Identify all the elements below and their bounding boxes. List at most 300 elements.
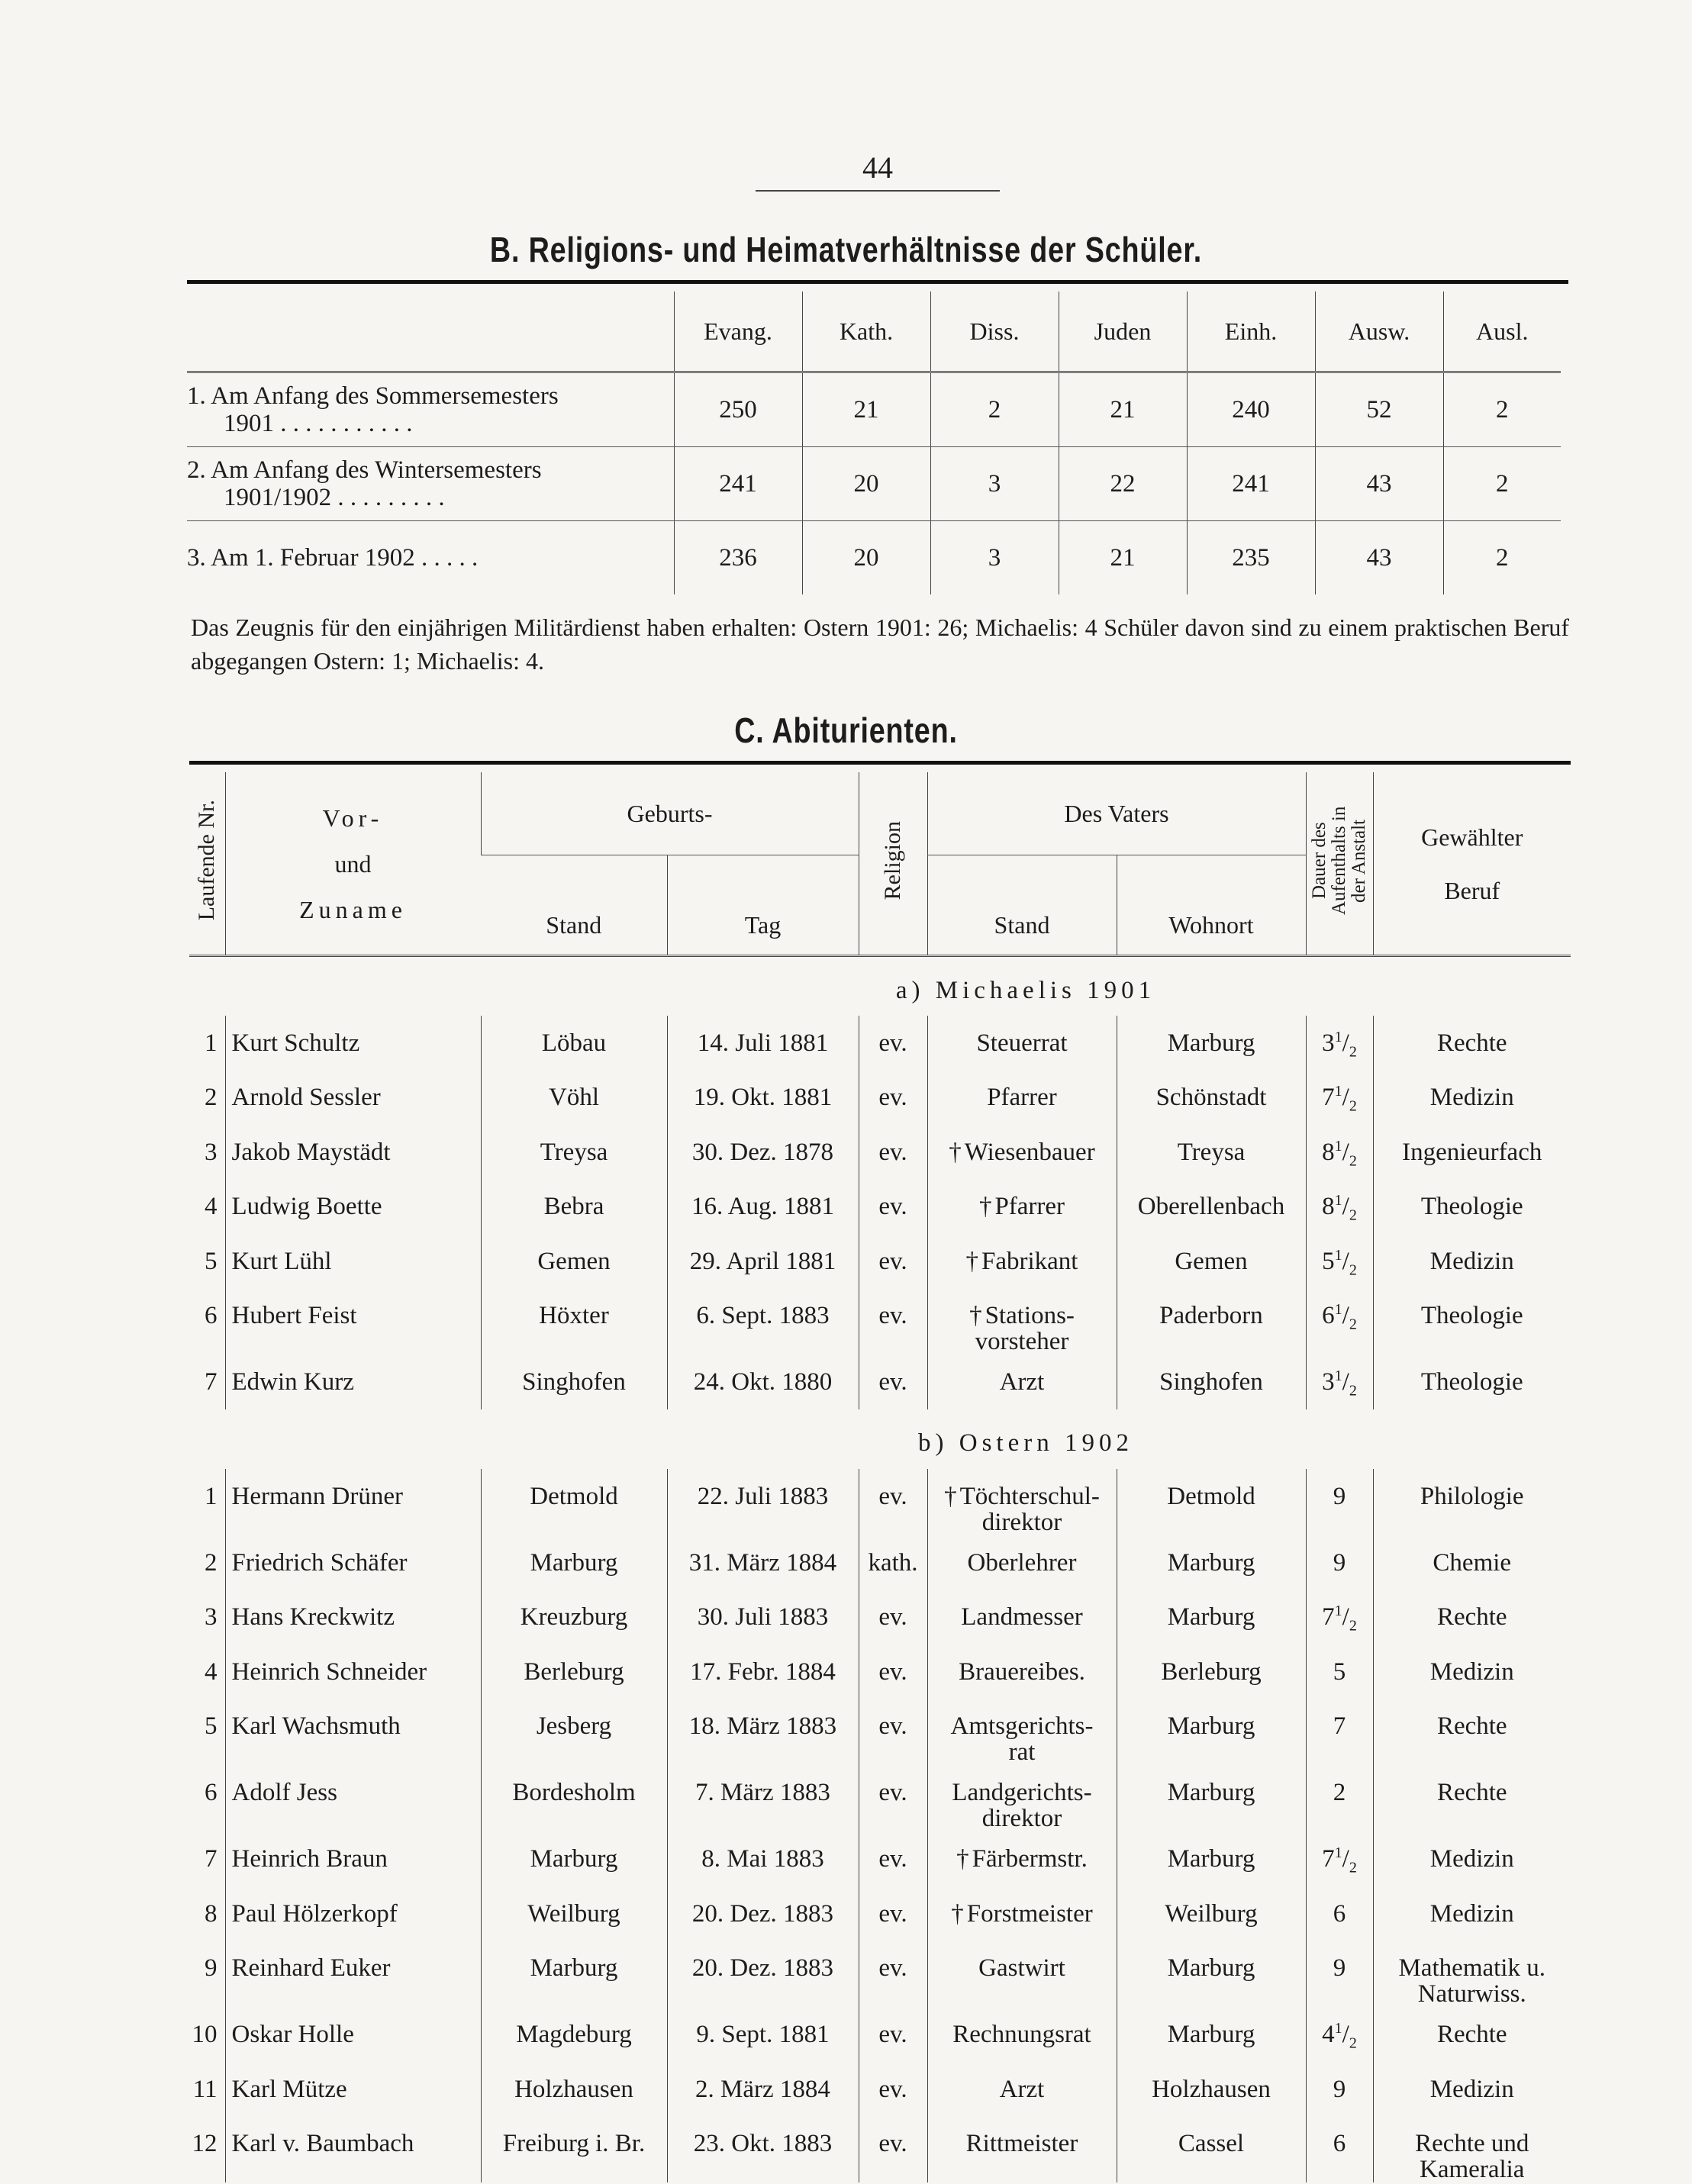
career: Medizin (1429, 1845, 1514, 1873)
birth-date: 6. Sept. 1883 (667, 1288, 859, 1355)
header-wohnort: Wohnort (1117, 855, 1306, 956)
career: Theologie (1420, 1302, 1523, 1329)
chosen-career (1373, 1941, 1571, 2007)
birth-date: 31. März 1884 (667, 1535, 859, 1590)
table-row (189, 1699, 1571, 1765)
father-stand (927, 1699, 1117, 1765)
father-stand (927, 2007, 1117, 2062)
table-row (189, 1644, 1571, 1699)
cell: 2 (930, 372, 1059, 447)
stay-duration (1306, 1469, 1373, 1535)
row-number: 6 (205, 1302, 218, 1329)
header-vater-stand: Stand (927, 855, 1117, 956)
student-name: Karl Mütze (225, 2062, 481, 2117)
stay-whole: 8 (1322, 1138, 1335, 1166)
stay-frac-num: 1 (1334, 1083, 1342, 1100)
section-b-top-rule (187, 280, 1568, 284)
cell: 236 (674, 521, 802, 595)
cell: 22 (1059, 447, 1187, 521)
row-number: 11 (192, 2075, 218, 2103)
stay-whole: 5 (1322, 1247, 1335, 1275)
birth-date: 30. Dez. 1878 (667, 1125, 859, 1180)
group-heading-row (189, 1409, 1571, 1469)
cell: 3 (930, 521, 1059, 595)
father-occupation: Forstmeister (966, 1899, 1093, 1928)
father-occupation: Arzt (999, 2075, 1045, 2103)
father-occupation: Rechnungsrat (952, 2021, 1091, 2048)
stay-whole: 9 (1333, 1482, 1346, 1510)
birth-date: 24. Okt. 1880 (667, 1355, 859, 1409)
stay-duration (1306, 2116, 1373, 2182)
student-name: Reinhard Euker (225, 1941, 481, 2007)
father-residence: Berleburg (1117, 1644, 1306, 1699)
stay-whole: 6 (1333, 1899, 1346, 1928)
student-name: Friedrich Schäfer (225, 1535, 481, 1590)
cell: 2 (1443, 521, 1561, 595)
religion: ev. (859, 1355, 927, 1409)
religion-table (187, 292, 1561, 594)
father-stand (927, 1355, 1117, 1409)
religion: ev. (859, 1070, 927, 1125)
birth-place: Marburg (481, 1535, 667, 1590)
header-geburts: Geburts- (481, 772, 859, 855)
cell: 240 (1187, 372, 1315, 447)
father-residence: Paderborn (1117, 1288, 1306, 1355)
religion: ev. (859, 1644, 927, 1699)
stay-duration: $4^1/_2$ (1306, 2007, 1373, 2062)
birth-place: Weilburg (481, 1886, 667, 1941)
father-stand (927, 1765, 1117, 1831)
stay-whole: 4 (1322, 2021, 1335, 2048)
father-occupation: Pfarrer (994, 1193, 1065, 1220)
table-row (189, 1535, 1571, 1590)
deceased-dagger: † (944, 1482, 957, 1510)
chosen-career (1373, 1234, 1571, 1289)
father-occupation: Arzt (999, 1368, 1045, 1396)
father-occupation: Rittmeister (965, 2130, 1078, 2157)
religion: ev. (859, 1941, 927, 2007)
cell: 43 (1315, 521, 1443, 595)
birth-date: 19. Okt. 1881 (667, 1070, 859, 1125)
father-residence: Gemen (1117, 1234, 1306, 1289)
row-label: 3. Am 1. Februar 1902 . . . . . (187, 544, 479, 572)
stay-whole: 8 (1322, 1193, 1335, 1220)
header-dauer: Dauer des Aufenthalts in der Anstalt (1306, 772, 1373, 956)
group-gap (225, 1409, 481, 1469)
table-row (189, 1179, 1571, 1234)
row-number: 7 (205, 1368, 218, 1396)
stay-frac-den: 2 (1349, 1316, 1357, 1333)
stay-frac-den: 2 (1349, 1617, 1357, 1635)
birth-place: Singhofen (481, 1355, 667, 1409)
birth-date: 22. Juli 1883 (667, 1469, 859, 1535)
table-row (189, 2007, 1571, 2062)
table-row (189, 1765, 1571, 1831)
birth-place: Marburg (481, 1941, 667, 2007)
row-number: 6 (205, 1779, 218, 1806)
father-stand (927, 1590, 1117, 1644)
religion: ev. (859, 1469, 927, 1535)
father-residence: Treysa (1117, 1125, 1306, 1180)
father-residence: Singhofen (1117, 1355, 1306, 1409)
header-stand: Stand (481, 855, 667, 956)
row-number: 12 (192, 2130, 218, 2157)
student-name: Adolf Jess (225, 1765, 481, 1831)
abiturienten-header-row-1 (189, 772, 1571, 855)
table-row (189, 1469, 1571, 1535)
chosen-career (1373, 1831, 1571, 1886)
father-residence: Marburg (1117, 1941, 1306, 2007)
group-heading: a) Michaelis 1901 (895, 977, 1156, 1004)
stay-whole: 9 (1333, 2075, 1346, 2103)
header-blank (187, 292, 674, 372)
father-stand (927, 1070, 1117, 1125)
father-residence: Marburg (1117, 1765, 1306, 1831)
father-stand (927, 1469, 1117, 1535)
table-row (187, 521, 1561, 595)
stay-whole: 7 (1322, 1084, 1335, 1111)
father-stand (927, 1179, 1117, 1234)
deceased-dagger: † (956, 1845, 969, 1873)
row-label: 2. Am Anfang des Wintersemesters 1901/1902 . . . . . . . . . (187, 447, 674, 521)
birth-date: 8. Mai 1883 (667, 1831, 859, 1886)
stay-duration: $6^1/_2$ (1306, 1288, 1373, 1355)
father-occupation: Steuerrat (976, 1029, 1068, 1057)
father-occupation: Landgerichts- (952, 1779, 1092, 1806)
birth-date: 20. Dez. 1883 (667, 1941, 859, 2007)
student-name: Karl Wachsmuth (225, 1699, 481, 1765)
religion: ev. (859, 1590, 927, 1644)
stay-duration (1306, 1535, 1373, 1590)
stay-frac-den: 2 (1349, 1382, 1357, 1400)
religion: ev. (859, 1288, 927, 1355)
birth-date: 20. Dez. 1883 (667, 1886, 859, 1941)
stay-frac-den: 2 (1349, 1859, 1357, 1876)
birth-date: 14. Juli 1881 (667, 1016, 859, 1071)
cell: 21 (802, 372, 930, 447)
col-diss: Diss. (930, 292, 1059, 372)
row-number: 8 (205, 1899, 218, 1928)
cell: 241 (674, 447, 802, 521)
stay-whole: 2 (1333, 1779, 1346, 1806)
career: Medizin (1429, 1657, 1514, 1686)
birth-date: 29. April 1881 (667, 1234, 859, 1289)
chosen-career (1373, 1765, 1571, 1831)
career: Rechte (1436, 1779, 1507, 1806)
father-occupation: Gastwirt (978, 1954, 1065, 1982)
religion: ev. (859, 2062, 927, 2117)
cell: 250 (674, 372, 802, 447)
group-gap (225, 956, 481, 1016)
cell: 2 (1443, 372, 1561, 447)
father-residence: Marburg (1117, 1831, 1306, 1886)
table-row (189, 2116, 1571, 2182)
cell: 52 (1315, 372, 1443, 447)
stay-frac-den: 2 (1349, 1206, 1357, 1224)
father-stand (927, 1016, 1117, 1071)
header-religion: Religion (859, 772, 927, 956)
deceased-dagger: † (969, 1302, 982, 1329)
student-name: Oskar Holle (225, 2007, 481, 2062)
father-occupation: Stations- (985, 1302, 1075, 1329)
section-b-title: B. Religions- und Heimatverhältnisse der Schüler. (489, 230, 1203, 269)
student-name: Hermann Drüner (225, 1469, 481, 1535)
student-name: Kurt Schultz (225, 1016, 481, 1071)
group-heading-row (189, 956, 1571, 1016)
birth-date: 17. Febr. 1884 (667, 1644, 859, 1699)
stay-whole: 6 (1333, 2130, 1346, 2157)
birth-place: Freiburg i. Br. (481, 2116, 667, 2182)
career: Medizin (1429, 1247, 1514, 1275)
father-residence: Cassel (1117, 2116, 1306, 2182)
row-number: 4 (205, 1657, 218, 1686)
stay-frac-den: 2 (1349, 1097, 1357, 1115)
stay-frac-num: 1 (1334, 1301, 1342, 1318)
father-occupation-cont: rat (1008, 1738, 1036, 1766)
father-occupation: Färbermstr. (972, 1845, 1088, 1873)
cell: 3 (930, 447, 1059, 521)
table-row (189, 1831, 1571, 1886)
father-stand (927, 1288, 1117, 1355)
father-occupation: Landmesser (961, 1603, 1083, 1631)
row-number: 2 (205, 1548, 218, 1577)
birth-place: Bordesholm (481, 1765, 667, 1831)
chosen-career (1373, 1016, 1571, 1071)
religion: ev. (859, 1765, 927, 1831)
row-number: 4 (205, 1193, 218, 1220)
father-occupation: Brauereibes. (959, 1657, 1085, 1686)
chosen-career (1373, 1125, 1571, 1180)
father-residence: Marburg (1117, 1535, 1306, 1590)
cell: 235 (1187, 521, 1315, 595)
chosen-career (1373, 2116, 1571, 2182)
military-certificate-note: Das Zeugnis für den einjährigen Militärdienst haben erhalten: Ostern 1901: 26; Michaelis: 4 Schüler davon sind zu einem praktischen Beruf abgegangen Ostern: 1; Michaelis: 4. (191, 614, 1569, 675)
birth-date: 18. März 1883 (667, 1699, 859, 1765)
deceased-dagger: † (951, 1899, 964, 1928)
chosen-career (1373, 1644, 1571, 1699)
chosen-career (1373, 2007, 1571, 2062)
student-name: Kurt Lühl (225, 1234, 481, 1289)
stay-duration: $8^1/_2$ (1306, 1179, 1373, 1234)
row-number: 7 (205, 1845, 218, 1873)
stay-frac-den: 2 (1349, 1152, 1357, 1170)
religion: ev. (859, 1831, 927, 1886)
stay-frac-den: 2 (1349, 2034, 1357, 2052)
father-occupation: Pfarrer (987, 1084, 1057, 1111)
career: Rechte (1436, 1712, 1507, 1740)
father-residence: Marburg (1117, 1699, 1306, 1765)
birth-place: Magdeburg (481, 2007, 667, 2062)
birth-place: Gemen (481, 1234, 667, 1289)
group-gap (189, 1409, 225, 1469)
student-name: Jakob Maystädt (225, 1125, 481, 1180)
cell: 21 (1059, 521, 1187, 595)
stay-frac-num: 1 (1334, 1603, 1342, 1619)
birth-place: Holzhausen (481, 2062, 667, 2117)
career: Medizin (1429, 1899, 1514, 1928)
religion: ev. (859, 2007, 927, 2062)
birth-date: 16. Aug. 1881 (667, 1179, 859, 1234)
table-row (189, 1288, 1571, 1355)
table-row (189, 1941, 1571, 2007)
col-ausw: Ausw. (1315, 292, 1443, 372)
chosen-career (1373, 1288, 1571, 1355)
chosen-career (1373, 2062, 1571, 2117)
career: Philologie (1420, 1482, 1524, 1510)
stay-duration: $5^1/_2$ (1306, 1234, 1373, 1289)
father-occupation: Fabrikant (981, 1247, 1078, 1275)
row-number: 3 (205, 1603, 218, 1631)
father-occupation-cont: vorsteher (975, 1328, 1069, 1355)
table-row (187, 372, 1561, 447)
career-cont: Kameralia (1420, 2156, 1525, 2183)
birth-date: 2. März 1884 (667, 2062, 859, 2117)
chosen-career (1373, 1469, 1571, 1535)
deceased-dagger: † (949, 1138, 962, 1166)
table-row (189, 1234, 1571, 1289)
header-vaters: Des Vaters (927, 772, 1306, 855)
header-beruf: Gewählter Beruf (1373, 772, 1571, 956)
religion: ev. (859, 1699, 927, 1765)
student-name: Ludwig Boette (225, 1179, 481, 1234)
father-stand (927, 1644, 1117, 1699)
career: Rechte (1436, 1029, 1507, 1057)
row-number: 1 (205, 1482, 218, 1510)
page-number-rule (756, 190, 1000, 192)
career-cont: Naturwiss. (1417, 1980, 1526, 2008)
stay-duration: $3^1/_2$ (1306, 1016, 1373, 1071)
stay-duration (1306, 1699, 1373, 1765)
career: Mathematik u. (1398, 1954, 1545, 1982)
table-row (189, 2062, 1571, 2117)
father-stand (927, 1535, 1117, 1590)
birth-place: Treysa (481, 1125, 667, 1180)
student-name: Heinrich Schneider (225, 1644, 481, 1699)
religion: ev. (859, 1886, 927, 1941)
row-number: 2 (205, 1084, 218, 1111)
header-nr: Laufende Nr. (189, 772, 225, 956)
stay-duration: $7^1/_2$ (1306, 1070, 1373, 1125)
father-residence: Detmold (1117, 1469, 1306, 1535)
table-row (189, 1016, 1571, 1071)
table-row (189, 1125, 1571, 1180)
chosen-career (1373, 1590, 1571, 1644)
birth-place: Detmold (481, 1469, 667, 1535)
stay-whole: 5 (1333, 1657, 1346, 1686)
chosen-career (1373, 1355, 1571, 1409)
col-evang: Evang. (674, 292, 802, 372)
stay-duration (1306, 2062, 1373, 2117)
birth-place: Kreuzburg (481, 1590, 667, 1644)
row-number: 1 (205, 1029, 218, 1057)
father-residence: Marburg (1117, 1016, 1306, 1071)
father-stand (927, 1831, 1117, 1886)
stay-whole: 9 (1333, 1548, 1346, 1577)
cell: 241 (1187, 447, 1315, 521)
career: Ingenieurfach (1402, 1138, 1542, 1166)
stay-frac-num: 1 (1334, 1137, 1342, 1155)
father-residence: Holzhausen (1117, 2062, 1306, 2117)
row-label: 1. Am Anfang des Sommersemesters 1901 . . . . . . . . . . . (187, 372, 674, 447)
stay-duration (1306, 1941, 1373, 2007)
chosen-career (1373, 1886, 1571, 1941)
father-occupation: Töchterschul- (959, 1482, 1100, 1510)
father-occupation-cont: direktor (981, 1805, 1062, 1832)
religion: ev. (859, 1125, 927, 1180)
col-ausl: Ausl. (1443, 292, 1561, 372)
father-stand (927, 1234, 1117, 1289)
career: Theologie (1420, 1368, 1523, 1396)
father-residence: Weilburg (1117, 1886, 1306, 1941)
career: Rechte und (1415, 2130, 1529, 2157)
stay-duration: $7^1/_2$ (1306, 1590, 1373, 1644)
father-stand (927, 2062, 1117, 2117)
student-name: Hubert Feist (225, 1288, 481, 1355)
stay-whole: 7 (1322, 1603, 1335, 1631)
stay-duration (1306, 1886, 1373, 1941)
stay-whole: 7 (1333, 1712, 1346, 1740)
cell: 20 (802, 521, 930, 595)
stay-duration (1306, 1765, 1373, 1831)
father-stand (927, 1941, 1117, 2007)
stay-duration: $3^1/_2$ (1306, 1355, 1373, 1409)
father-stand (927, 1886, 1117, 1941)
cell: 43 (1315, 447, 1443, 521)
birth-date: 7. März 1883 (667, 1765, 859, 1831)
career: Rechte (1436, 2021, 1507, 2048)
student-name: Hans Kreckwitz (225, 1590, 481, 1644)
birth-place: Löbau (481, 1016, 667, 1071)
stay-whole: 3 (1322, 1029, 1335, 1057)
career: Rechte (1436, 1603, 1507, 1631)
stay-whole: 9 (1333, 1954, 1346, 1982)
stay-frac-den: 2 (1349, 1261, 1357, 1279)
birth-place: Bebra (481, 1179, 667, 1234)
stay-frac-num: 1 (1334, 1367, 1342, 1384)
birth-place: Berleburg (481, 1644, 667, 1699)
cell: 2 (1443, 447, 1561, 521)
father-occupation: Oberlehrer (967, 1548, 1077, 1577)
stay-duration (1306, 1644, 1373, 1699)
deceased-dagger: † (978, 1193, 992, 1220)
religion: ev. (859, 1016, 927, 1071)
birth-date: 23. Okt. 1883 (667, 2116, 859, 2182)
chosen-career (1373, 1535, 1571, 1590)
birth-date: 30. Juli 1883 (667, 1590, 859, 1644)
stay-frac-num: 1 (1334, 1192, 1342, 1209)
father-occupation: Amtsgerichts- (950, 1712, 1094, 1740)
row-number: 10 (192, 2021, 218, 2048)
header-name: Vor- und Zuname (225, 772, 481, 956)
stay-frac-den: 2 (1349, 1043, 1357, 1061)
father-stand (927, 1125, 1117, 1180)
table-row (189, 1355, 1571, 1409)
cell: 20 (802, 447, 930, 521)
table-row (189, 1590, 1571, 1644)
career: Medizin (1429, 2075, 1514, 2103)
father-residence: Marburg (1117, 1590, 1306, 1644)
religion: ev. (859, 1234, 927, 1289)
deceased-dagger: † (965, 1247, 978, 1275)
chosen-career (1373, 1699, 1571, 1765)
abiturienten-body (189, 956, 1571, 2183)
table-row (189, 1886, 1571, 1941)
row-number: 5 (205, 1247, 218, 1275)
row-number: 9 (205, 1954, 218, 1982)
birth-place: Vöhl (481, 1070, 667, 1125)
stay-whole: 6 (1322, 1302, 1335, 1329)
table-row (189, 1070, 1571, 1125)
